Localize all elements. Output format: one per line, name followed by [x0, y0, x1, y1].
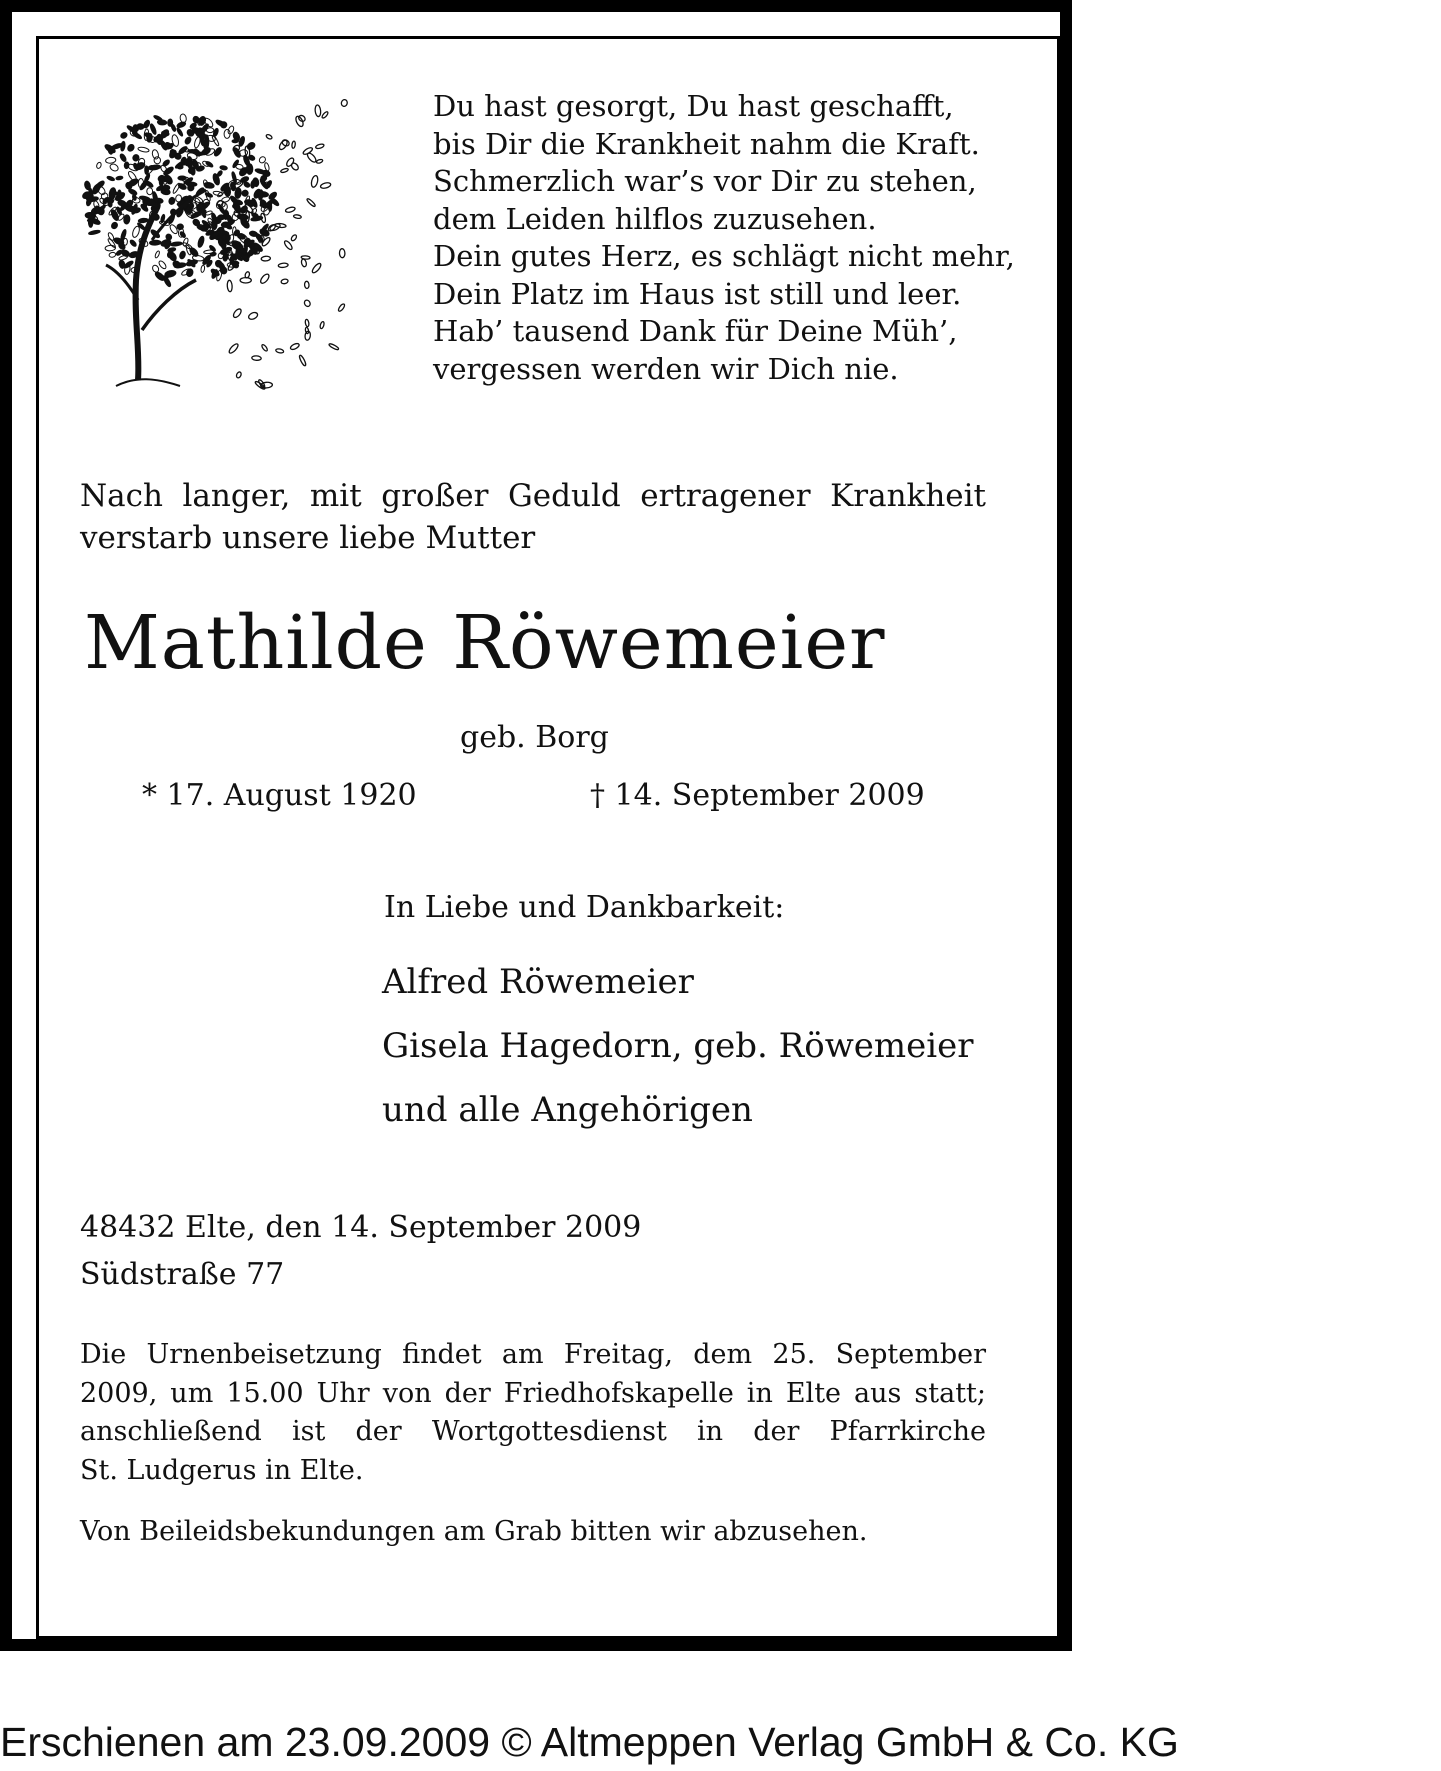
poem-line: bis Dir die Krankheit nahm die Kraft. [433, 126, 980, 161]
funeral-notice-line: Die Urnenbeisetzung findet am Freitag, dem 25. September [80, 1339, 986, 1370]
poem-line: Schmerzlich war’s vor Dir zu stehen, [433, 164, 977, 198]
street-address: Südstraße 77 [80, 1257, 285, 1292]
mourners-list [382, 950, 974, 1142]
birth-date: * 17. August 1920 [142, 778, 417, 813]
poem-line: Du hast gesorgt, Du hast geschafft, [433, 89, 954, 123]
funeral-notice-line: anschließend ist der Wortgottesdienst in der Pfarrkirche [80, 1416, 986, 1447]
birth-name: geb. Borg [460, 720, 609, 755]
death-date: † 14. September 2009 [590, 778, 925, 813]
poem [433, 88, 1015, 388]
poem-line: vergessen werden wir Dich nie. [433, 351, 899, 386]
poem-line: Dein Platz im Haus ist still und leer. [433, 276, 962, 311]
mourners-heading: In Liebe und Dankbarkeit: [384, 890, 785, 925]
poem-line: dem Leiden hilflos zuzusehen. [433, 201, 877, 236]
deceased-name: Mathilde Röwemeier [84, 600, 886, 686]
intro-line-1: Nach langer, mit großer Geduld ertragener Krankheit [80, 478, 986, 514]
condolence-note: Von Beileidsbekundungen am Grab bitten wir abzusehen. [80, 1516, 868, 1547]
funeral-notice-line: St. Ludgerus in Elte. [80, 1454, 364, 1486]
mourner-name: Alfred Röwemeier [382, 962, 694, 1002]
mourner-name: und alle Angehörigen [382, 1090, 753, 1130]
mourner-name: Gisela Hagedorn, geb. Röwemeier [382, 1026, 974, 1066]
place-date: 48432 Elte, den 14. September 2009 [80, 1210, 642, 1245]
publication-footer: Erschienen am 23.09.2009 © Altmeppen Verlag GmbH & Co. KG [0, 1719, 1179, 1765]
poem-line: Dein gutes Herz, es schlägt nicht mehr, [433, 239, 1015, 273]
funeral-notice [80, 1336, 986, 1490]
intro-text [80, 475, 986, 559]
intro-line-2: verstarb unsere liebe Mutter [80, 520, 536, 556]
funeral-notice-line: 2009, um 15.00 Uhr von der Friedhofskapelle in Elte aus statt; [80, 1377, 986, 1409]
poem-line: Hab’ tausend Dank für Deine Müh’, [433, 314, 958, 348]
tree-illustration-icon [76, 80, 376, 400]
